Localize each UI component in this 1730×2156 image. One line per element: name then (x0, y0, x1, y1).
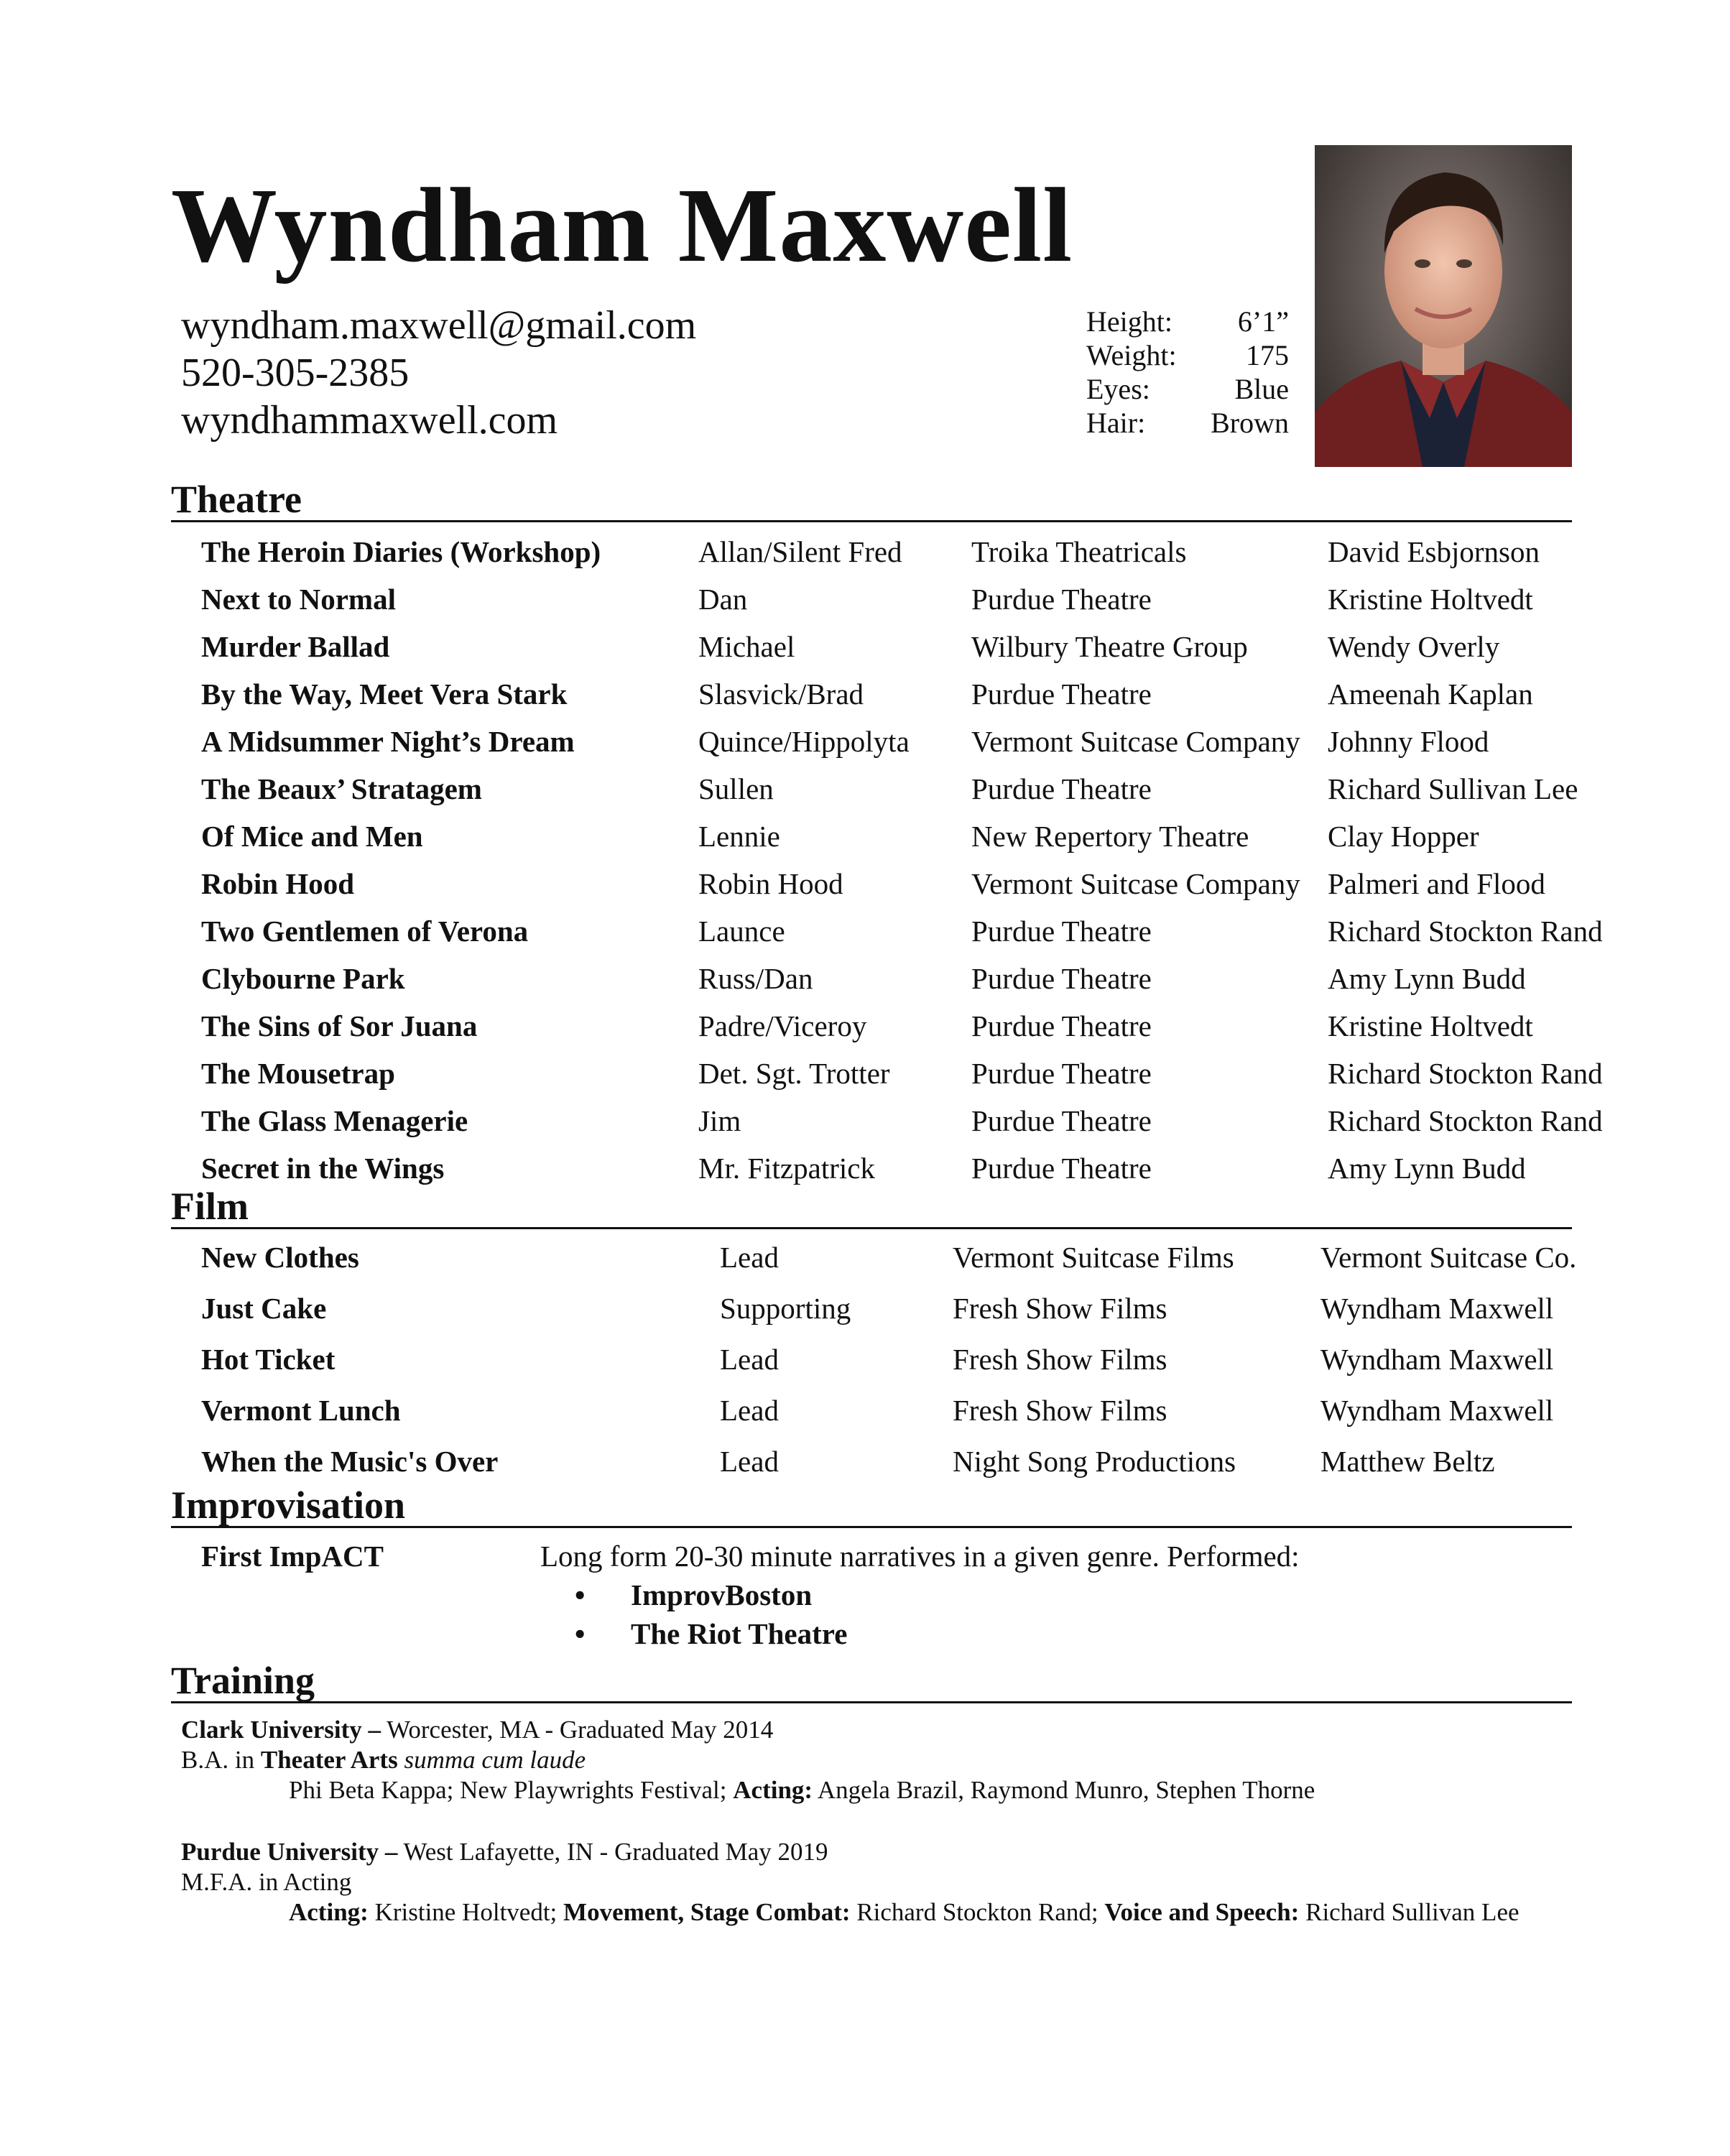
headshot-illustration (1315, 145, 1572, 467)
stat-row-eyes: Eyes: Blue (1086, 373, 1289, 405)
credit-director: Vermont Suitcase Co. (1320, 1241, 1577, 1274)
credit-company: Vermont Suitcase Films (953, 1241, 1234, 1274)
credit-title: Robin Hood (201, 867, 355, 900)
credit-role: Lead (720, 1343, 779, 1376)
credit-title: Clybourne Park (201, 962, 405, 995)
credit-director: Johnny Flood (1328, 725, 1489, 758)
credit-role: Jim (698, 1104, 741, 1137)
credit-title: Two Gentlemen of Verona (201, 915, 529, 948)
school-location: West Lafayette, IN - Graduated May 2019 (397, 1838, 828, 1866)
credit-title: Secret in the Wings (201, 1152, 445, 1185)
stat-row-weight: Weight: 175 (1086, 339, 1289, 371)
credit-company: Purdue Theatre (971, 583, 1152, 616)
credit-role: Padre/Viceroy (698, 1009, 867, 1042)
credit-role: Lead (720, 1241, 779, 1274)
training-detail-line: Acting: Kristine Holtvedt; Movement, Stage Combat: Richard Stockton Rand; Voice and Speech: Richard Sullivan Lee (289, 1898, 1519, 1926)
credit-role: Supporting (720, 1292, 851, 1325)
credit-title: The Glass Menagerie (201, 1104, 468, 1137)
credit-title: Murder Ballad (201, 630, 390, 663)
credit-director: Kristine Holtvedt (1328, 583, 1533, 616)
credit-role: Robin Hood (698, 867, 843, 900)
bullet-icon: • (575, 1578, 586, 1611)
credit-director: David Esbjornson (1328, 535, 1540, 568)
credit-title: Just Cake (201, 1292, 327, 1325)
credit-role: Slasvick/Brad (698, 677, 864, 711)
credit-company: Fresh Show Films (953, 1343, 1167, 1376)
credit-title: When the Music's Over (201, 1445, 499, 1478)
credit-company: Purdue Theatre (971, 915, 1152, 948)
credit-role: Dan (698, 583, 748, 616)
credit-role: Lead (720, 1394, 779, 1427)
improv-group-title: First ImpACT (201, 1540, 384, 1573)
training-school-line (181, 1714, 773, 1746)
improv-venue-item: • ImprovBoston (575, 1575, 812, 1615)
credit-role: Allan/Silent Fred (698, 535, 902, 568)
credit-role: Sullen (698, 772, 774, 805)
contact-block (181, 302, 696, 444)
credit-director: Clay Hopper (1328, 820, 1479, 853)
credit-director: Palmeri and Flood (1328, 867, 1545, 900)
credit-company: Wilbury Theatre Group (971, 630, 1248, 663)
credit-company: Purdue Theatre (971, 1104, 1152, 1137)
credit-director: Wyndham Maxwell (1320, 1292, 1554, 1325)
credit-director: Richard Stockton Rand (1328, 1104, 1603, 1137)
credit-title: Of Mice and Men (201, 820, 423, 853)
credit-company: Purdue Theatre (971, 1009, 1152, 1042)
credit-title: Vermont Lunch (201, 1394, 401, 1427)
physical-stats (1086, 305, 1289, 440)
phone-text: 520-305-2385 (181, 351, 410, 395)
credit-company: Fresh Show Films (953, 1394, 1167, 1427)
credit-title: The Mousetrap (201, 1057, 395, 1090)
credit-company: Purdue Theatre (971, 1152, 1152, 1185)
credit-role: Russ/Dan (698, 962, 813, 995)
credit-role: Lennie (698, 820, 780, 853)
credit-director: Richard Stockton Rand (1328, 915, 1603, 948)
film-heading: Film (171, 1187, 1572, 1229)
credit-company: Purdue Theatre (971, 677, 1152, 711)
training-school-line (181, 1836, 828, 1868)
credit-director: Wyndham Maxwell (1320, 1343, 1554, 1376)
credit-title: Next to Normal (201, 583, 396, 616)
school-name: Clark University – (181, 1716, 381, 1744)
credit-role: Launce (698, 915, 785, 948)
credit-role: Det. Sgt. Trotter (698, 1057, 890, 1090)
training-detail-line: Phi Beta Kappa; New Playwrights Festival; Acting: Angela Brazil, Raymond Munro, Stephen Thorne (289, 1776, 1315, 1804)
email-text[interactable]: wyndham.maxwell@gmail.com (181, 303, 697, 348)
credit-director: Ameenah Kaplan (1328, 677, 1533, 711)
training-heading: Training (171, 1661, 1572, 1703)
credit-company: Vermont Suitcase Company (971, 867, 1300, 900)
actor-name: Wyndham Maxwell (171, 167, 1073, 284)
credit-title: The Beaux’ Stratagem (201, 772, 482, 805)
stat-row-hair: Hair: Brown (1086, 407, 1289, 439)
credit-company: Night Song Productions (953, 1445, 1236, 1478)
theatre-heading: Theatre (171, 480, 1572, 522)
credit-director: Amy Lynn Budd (1328, 962, 1526, 995)
bullet-icon: • (575, 1617, 586, 1650)
credit-title: The Heroin Diaries (Workshop) (201, 535, 601, 568)
training-degree-line: B.A. in Theater Arts summa cum laude (181, 1746, 586, 1774)
credit-company: Vermont Suitcase Company (971, 725, 1300, 758)
stat-row-height: Height: 6’1” (1086, 305, 1289, 338)
credit-company: Fresh Show Films (953, 1292, 1167, 1325)
credit-director: Wendy Overly (1328, 630, 1500, 663)
credit-company: Purdue Theatre (971, 962, 1152, 995)
credit-title: A Midsummer Night’s Dream (201, 725, 575, 758)
improvisation-heading: Improvisation (171, 1486, 1572, 1528)
credit-director: Wyndham Maxwell (1320, 1394, 1554, 1427)
credit-title: New Clothes (201, 1241, 359, 1274)
credit-title: Hot Ticket (201, 1343, 336, 1376)
credit-title: The Sins of Sor Juana (201, 1009, 478, 1042)
credit-company: New Repertory Theatre (971, 820, 1249, 853)
credit-role: Mr. Fitzpatrick (698, 1152, 875, 1185)
credit-director: Matthew Beltz (1320, 1445, 1495, 1478)
school-name: Purdue University – (181, 1838, 398, 1866)
improv-description: Long form 20-30 minute narratives in a given genre. Performed: (540, 1540, 1300, 1573)
credit-director: Richard Sullivan Lee (1328, 772, 1578, 805)
improv-venue-item: • The Riot Theatre (575, 1614, 847, 1654)
credit-company: Troika Theatricals (971, 535, 1187, 568)
credit-role: Lead (720, 1445, 779, 1478)
headshot-photo (1315, 145, 1572, 467)
credit-director: Richard Stockton Rand (1328, 1057, 1603, 1090)
credit-role: Quince/Hippolyta (698, 725, 910, 758)
credit-role: Michael (698, 630, 795, 663)
credit-title: By the Way, Meet Vera Stark (201, 677, 568, 711)
credit-company: Purdue Theatre (971, 1057, 1152, 1090)
credit-director: Kristine Holtvedt (1328, 1009, 1533, 1042)
credit-director: Amy Lynn Budd (1328, 1152, 1526, 1185)
website-text[interactable]: wyndhammaxwell.com (181, 398, 558, 443)
credit-company: Purdue Theatre (971, 772, 1152, 805)
school-location: Worcester, MA - Graduated May 2014 (381, 1716, 774, 1744)
training-degree-line: M.F.A. in Acting (181, 1868, 352, 1896)
